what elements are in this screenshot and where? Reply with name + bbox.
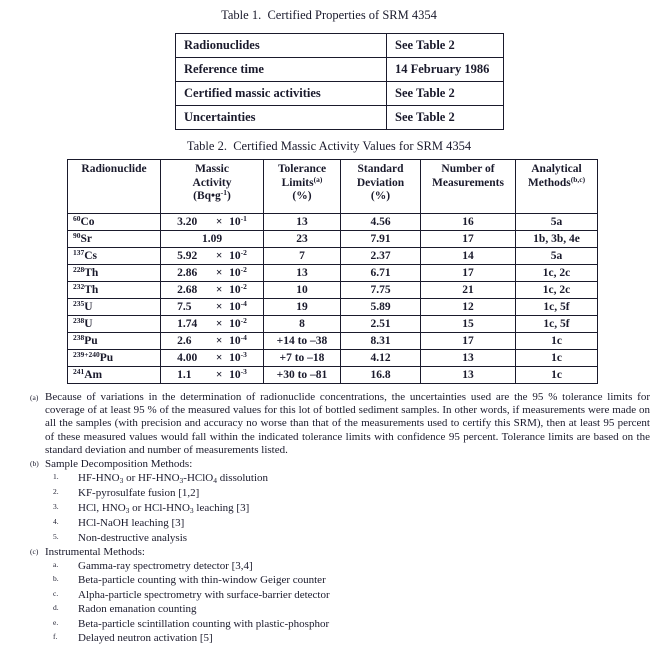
massic-activity-cell: 7.5 × $10^{-4}$ (161, 299, 264, 316)
table-row (68, 282, 598, 299)
radionuclide-cell: $^{235}$U (68, 299, 161, 316)
property-label-cell: Reference time (176, 58, 387, 82)
instrumental-method-item: d. Radon emanation counting (53, 603, 197, 616)
instrumental-method-item: e. Beta-particle scintillation counting with plastic-phosphor (53, 617, 330, 630)
tolerance-limits-cell: 10 (264, 282, 341, 299)
decomposition-methods-list (30, 471, 650, 545)
instrumental-method-item: f. Delayed neutron activation [5] (53, 632, 213, 645)
measurements-count-cell: 16 (421, 214, 516, 231)
property-value-cell: See Table 2 (387, 34, 504, 58)
standard-deviation-cell: 4.56 (341, 214, 421, 231)
radionuclide-cell: $^{239+240}$Pu (68, 350, 161, 367)
column-header: Analytical Methods$^{(b,c)}$ (516, 160, 598, 214)
analytical-methods-cell: 5a (516, 214, 598, 231)
tolerance-limits-cell: 7 (264, 248, 341, 265)
analytical-methods-cell: 1b, 3b, 4e (516, 231, 598, 248)
radionuclide-cell: $^{90}$Sr (68, 231, 161, 248)
table-row (68, 299, 598, 316)
massic-activity-cell: 5.92 × $10^{-2}$ (161, 248, 264, 265)
property-label-cell: Certified massic activities (176, 82, 387, 106)
analytical-methods-cell: 5a (516, 248, 598, 265)
table-row (68, 333, 598, 350)
property-value-cell: 14 February 1986 (387, 58, 504, 82)
massic-activity-cell: 1.09 (161, 231, 264, 248)
massic-activity-cell: 2.68 × $10^{-2}$ (161, 282, 264, 299)
tolerance-limits-cell: 13 (264, 265, 341, 282)
table-row (176, 106, 504, 130)
footnote-a-text: Because of variations in the determination of radionuclide concentrations, the uncertainties used are the 95 % tolerance limits for coverage of at least 95 % of the measured values for this lot of bottled sediment samples. In other words, if measurements were made on all the samples (with precision and accuracy no worse than that of the measurements used to certify this SRM), then at least 95 percent of these measured values would fall within the indicated tolerance limits with confidence 95 percent. Tolerance limits are based on the standard deviation and number of measurements listed. (45, 391, 650, 456)
activity-table (67, 159, 598, 384)
analytical-methods-cell: 1c, 2c (516, 282, 598, 299)
table-row (68, 350, 598, 367)
measurements-count-cell: 12 (421, 299, 516, 316)
footnote-c-title: Instrumental Methods: (45, 546, 145, 559)
column-header: Massic Activity $(Bq•g^{-1})$ (161, 160, 264, 214)
radionuclide-cell: $^{60}$Co (68, 214, 161, 231)
analytical-methods-cell: 1c, 2c (516, 265, 598, 282)
footnote-a (30, 391, 650, 457)
properties-table (175, 33, 504, 130)
property-value-cell: See Table 2 (387, 106, 504, 130)
table-row (68, 367, 598, 384)
table-row (68, 214, 598, 231)
massic-activity-cell: 4.00 × $10^{-3}$ (161, 350, 264, 367)
decomposition-method-item: 1. $HF-HNO_3$ or $HF-HNO_3-HClO_4$ dissolution (53, 472, 269, 486)
tolerance-limits-cell: +7 to –18 (264, 350, 341, 367)
column-header: Number of Measurements (421, 160, 516, 214)
analytical-methods-cell: 1c (516, 333, 598, 350)
analytical-methods-cell: 1c, 5f (516, 316, 598, 333)
table-row (68, 231, 598, 248)
footnotes-section (30, 391, 650, 645)
radionuclide-cell: $^{228}$Th (68, 265, 161, 282)
standard-deviation-cell: 16.8 (341, 367, 421, 384)
footnote-b-marker: (b) (30, 459, 39, 469)
instrumental-method-item: c. Alpha-particle spectrometry with surface-barrier detector (53, 588, 330, 601)
tolerance-limits-cell: +30 to –81 (264, 367, 341, 384)
property-value-cell: See Table 2 (387, 82, 504, 106)
standard-deviation-cell: 6.71 (341, 265, 421, 282)
standard-deviation-cell: 4.12 (341, 350, 421, 367)
radionuclide-cell: $^{238}$Pu (68, 333, 161, 350)
measurements-count-cell: 13 (421, 367, 516, 384)
decomposition-method-item: 3. HCl, $HNO_3$ or HCl-$HNO_3$ leaching [3] (53, 501, 250, 515)
measurements-count-cell: 14 (421, 248, 516, 265)
measurements-count-cell: 21 (421, 282, 516, 299)
tolerance-limits-cell: 8 (264, 316, 341, 333)
tolerance-limits-cell: 19 (264, 299, 341, 316)
standard-deviation-cell: 7.75 (341, 282, 421, 299)
table-row (176, 82, 504, 106)
standard-deviation-cell: 8.31 (341, 333, 421, 350)
standard-deviation-cell: 5.89 (341, 299, 421, 316)
table-row (176, 58, 504, 82)
footnote-b-heading (30, 457, 650, 471)
table2-title: Table 2. Certified Massic Activity Values for SRM 4354 (186, 139, 472, 153)
radionuclide-cell: $^{232}$Th (68, 282, 161, 299)
footnote-a-marker: (a) (30, 393, 39, 402)
property-label-cell: Uncertainties (176, 106, 387, 130)
property-label-cell: Radionuclides (176, 34, 387, 58)
tolerance-limits-cell: 23 (264, 231, 341, 248)
measurements-count-cell: 13 (421, 350, 516, 367)
footnote-c-heading (30, 545, 650, 559)
massic-activity-cell: 1.1 × $10^{-3}$ (161, 367, 264, 384)
table-row (68, 248, 598, 265)
header-row (68, 160, 598, 214)
massic-activity-cell: 2.86 × $10^{-2}$ (161, 265, 264, 282)
column-header: Radionuclide (68, 160, 161, 214)
standard-deviation-cell: 2.37 (341, 248, 421, 265)
footnote-c-marker: (c) (30, 547, 39, 557)
column-header: Tolerance Limits$^{(a)}$ (%) (264, 160, 341, 214)
instrumental-method-item: a. Gamma-ray spectrometry detector [3,4] (53, 560, 253, 573)
analytical-methods-cell: 1c (516, 350, 598, 367)
radionuclide-cell: $^{137}$Cs (68, 248, 161, 265)
footnote-b-title: Sample Decomposition Methods: (45, 458, 193, 471)
tolerance-limits-cell: +14 to –38 (264, 333, 341, 350)
table1-title: Table 1. Certified Properties of SRM 4354 (221, 8, 437, 22)
analytical-methods-cell: 1c (516, 367, 598, 384)
massic-activity-cell: 1.74 × $10^{-2}$ (161, 316, 264, 333)
decomposition-method-item: 4. HCl-NaOH leaching [3] (53, 517, 185, 530)
massic-activity-cell: 3.20 × $10^{-1}$ (161, 214, 264, 231)
measurements-count-cell: 17 (421, 265, 516, 282)
analytical-methods-cell: 1c, 5f (516, 299, 598, 316)
standard-deviation-cell: 2.51 (341, 316, 421, 333)
instrumental-method-item: b. Beta-particle counting with thin-window Geiger counter (53, 574, 326, 587)
decomposition-method-item: 5. Non-destructive analysis (53, 531, 188, 544)
table-row (68, 316, 598, 333)
column-header: Standard Deviation (%) (341, 160, 421, 214)
measurements-count-cell: 15 (421, 316, 516, 333)
measurements-count-cell: 17 (421, 333, 516, 350)
tolerance-limits-cell: 13 (264, 214, 341, 231)
radionuclide-cell: $^{238}$U (68, 316, 161, 333)
radionuclide-cell: $^{241}$Am (68, 367, 161, 384)
table-row (176, 34, 504, 58)
standard-deviation-cell: 7.91 (341, 231, 421, 248)
decomposition-method-item: 2. KF-pyrosulfate fusion [1,2] (53, 487, 200, 500)
table-row (68, 265, 598, 282)
instrumental-methods-list (30, 559, 650, 645)
measurements-count-cell: 17 (421, 231, 516, 248)
massic-activity-cell: 2.6 × $10^{-4}$ (161, 333, 264, 350)
